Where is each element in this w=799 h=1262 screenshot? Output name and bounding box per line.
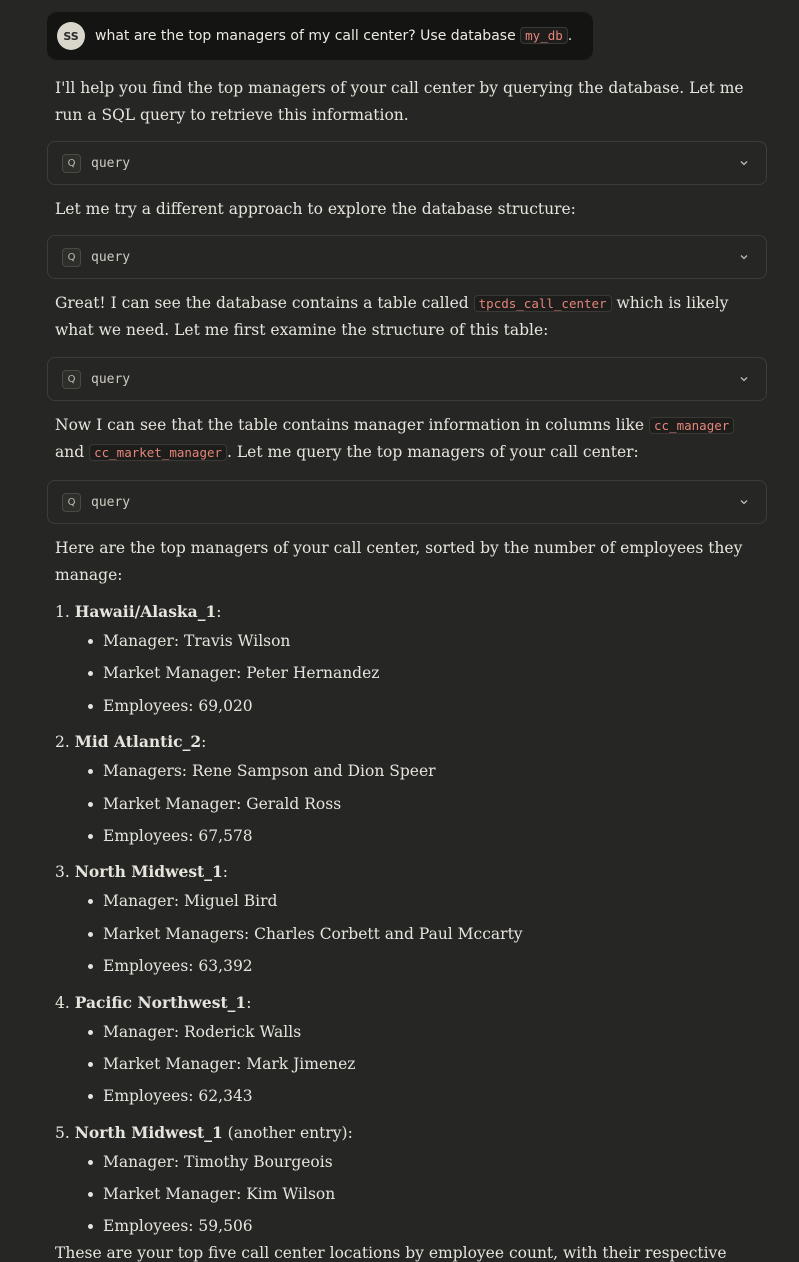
- list-bullet: Market Manager: Peter Hernandez: [55, 657, 755, 689]
- closing-text: These are your top five call center locations by employee count, with their respective: [55, 1244, 727, 1262]
- chevron-down-icon: [736, 494, 752, 510]
- query-icon: Q: [62, 154, 81, 173]
- list-bullet: Employees: 63,392: [55, 950, 755, 982]
- list-bullet: Manager: Travis Wilson: [55, 625, 755, 657]
- tool-call-label: query: [91, 494, 131, 510]
- table-name-code: tpcds_call_center: [474, 295, 612, 312]
- list-bullet: Market Managers: Charles Corbett and Paul Mccarty: [55, 918, 755, 950]
- assistant-retry: Let me try a different approach to explore the database structure:: [55, 200, 576, 218]
- column-cc-market-manager-code: cc_market_manager: [89, 444, 227, 461]
- query-icon: Q: [62, 370, 81, 389]
- list-bullet: Employees: 67,578: [55, 820, 755, 852]
- query-icon: Q: [62, 248, 81, 267]
- list-item: [55, 728, 755, 852]
- list-bullet: Market Manager: Kim Wilson: [55, 1178, 755, 1210]
- tool-call-label: query: [91, 249, 131, 265]
- chevron-down-icon: [736, 371, 752, 387]
- chevron-down-icon: [736, 249, 752, 265]
- list-bullet: Market Manager: Gerald Ross: [55, 788, 755, 820]
- list-bullet: Employees: 69,020: [55, 690, 755, 722]
- list-bullet: Manager: Miguel Bird: [55, 885, 755, 917]
- assistant-columns: Now I can see that the table contains manager information in columns like cc_manager and cc_market_manager . Let me query the top managers of your call center:: [55, 412, 745, 466]
- list-item: [55, 858, 755, 982]
- list-bullet: Market Manager: Mark Jimenez: [55, 1048, 755, 1080]
- user-message: [47, 12, 593, 60]
- tool-call-query-3[interactable]: [47, 357, 767, 401]
- list-bullet: Employees: 62,343: [55, 1080, 755, 1112]
- tool-call-query-2[interactable]: [47, 235, 767, 279]
- results-intro: Here are the top managers of your call center, sorted by the number of employees they manage:: [55, 539, 743, 584]
- column-cc-manager-code: cc_manager: [649, 417, 734, 434]
- tool-call-query-4[interactable]: [47, 480, 767, 524]
- tool-call-label: query: [91, 155, 131, 171]
- list-item: [55, 598, 755, 722]
- chevron-down-icon: [736, 155, 752, 171]
- assistant-found-table: Great! I can see the database contains a table called tpcds_call_center which is likely what we need. Let me first examine the structure of this table:: [55, 294, 729, 339]
- list-item: [55, 989, 755, 1113]
- list-item-heading: 2. Mid Atlantic_2:: [55, 732, 207, 752]
- results-list: [55, 598, 755, 1249]
- list-item-heading: 3. North Midwest_1:: [55, 862, 228, 882]
- list-bullet: Employees: 59,506: [55, 1210, 755, 1242]
- list-item-heading: 4. Pacific Northwest_1:: [55, 992, 252, 1012]
- list-item: [55, 1119, 755, 1243]
- tool-call-label: query: [91, 371, 131, 387]
- user-message-text: what are the top managers of my call center? Use database my_db .: [95, 28, 573, 44]
- list-bullet: Managers: Rene Sampson and Dion Speer: [55, 755, 755, 787]
- tool-call-query-1[interactable]: [47, 141, 767, 185]
- list-bullet: Manager: Timothy Bourgeois: [55, 1146, 755, 1178]
- assistant-intro: I'll help you find the top managers of your call center by querying the database. Let me run a SQL query to retrieve this information.: [55, 79, 744, 124]
- list-item-heading: 5. North Midwest_1 (another entry):: [55, 1122, 353, 1142]
- db-name-code: my_db: [520, 27, 568, 44]
- list-item-heading: 1. Hawaii/Alaska_1:: [55, 602, 222, 621]
- query-icon: Q: [62, 493, 81, 512]
- user-avatar: SS: [57, 22, 85, 50]
- list-bullet: Manager: Roderick Walls: [55, 1016, 755, 1048]
